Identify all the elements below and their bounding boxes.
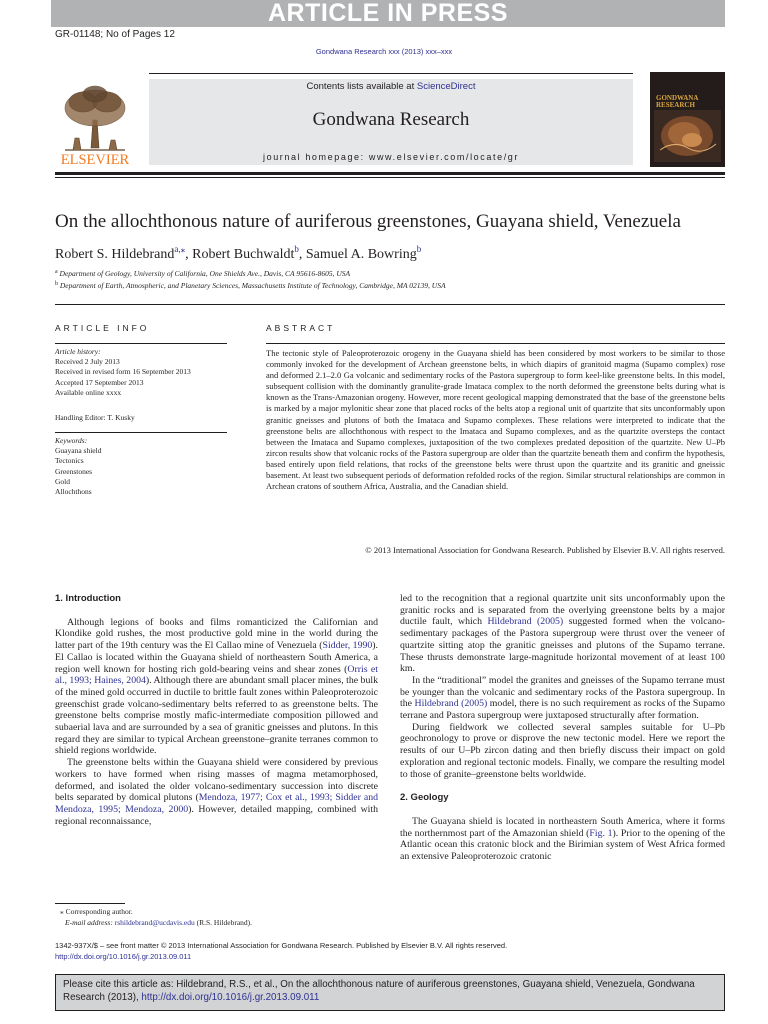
keyword: Allochthons — [55, 487, 92, 497]
history-label: Article history: — [55, 347, 101, 356]
text: ). However, detailed mapping, combined with regional reconnaissance, — [55, 803, 378, 827]
history-accepted: Accepted 17 September 2013 — [55, 377, 144, 387]
history-revised: Received in revised form 16 September 2013 — [55, 367, 191, 377]
figure-link[interactable]: Fig. 1 — [589, 827, 613, 839]
handling-editor: Handling Editor: T. Kusky — [55, 413, 135, 422]
citation-box — [55, 974, 725, 1011]
abstract-copyright: © 2013 International Association for Gondwana Research. Published by Elsevier B.V. All rights reserved. — [365, 545, 725, 555]
paragraph — [55, 757, 378, 827]
doi-link[interactable]: http://dx.doi.org/10.1016/j.gr.2013.09.011 — [55, 952, 192, 961]
article-in-press-banner — [51, 0, 725, 27]
abstract-text: The tectonic style of Paleoproterozoic orogeny in the Guayana shield has been considered by most workers to be similar to those commonly invoked for the development of Archean greenstone belts, in which diapirs of granitoid magma (Supamo complex) rose and deformed 2.1–2.0 Ga volcanic and sedimentary rocks of the Pastora supergroup to form keel-like greenstone belts. In this model, subsequent collision with the dominantly granulite-grade Imataca complex to the north deformed the greenstone belts during what is known as the Trans-Amazonian orogeny. However, more recent geological mapping demonstrated that the base of the greenstone belts is marked by a major mylonitic shear zone that placed rocks of the belts atop a regional unit of quartzite that sits unconformably upon granitic gneisses and plutons of both the Imataca and Supamo complexes. These relations were interpreted to indicate that the greenstone belts are allochthonous with respect to the Imataca and Supamo complexes, and as the quartzite oversteps the contact between the Imataca and Supamo complexes, juxtaposition of the two complexes predated deposition of the quartzite. New U–Pb zircon results show that volcanic rocks of the Pastora supergroup are older than the quartzite beneath them and confirm the hypothesis, based entirely upon field relations, that rocks of the greenstone belts were thrust upon the quartzite and its granitic and gneissic basement. At least two subsequent periods of deformation refolded rocks of the region. Similar structural relationships are common in Archean cratons of southern Africa, Australia, and the Canadian shield. — [266, 348, 725, 492]
text: ). Although there are abundant small placer mines, the bulk of the mined gold occurred in ductile to brittle fault zones within Paleoproterozoic greenschist grade volcano-sedimentary belts referred to as greenstone belts. The greenstone belts comprise mostly mafic-intermediate composition pillowed and subaerial lava and are surrounded by a sea of granitic gneisses and plutons. In this regard they are similar to typical Archean greenstone–granite terranes common to shield regions worldwide. — [55, 675, 378, 757]
author-list — [55, 244, 421, 263]
text: led to the recognition that a regional quartzite unit sits unconformably upon the granitic rocks and is separated from the overlying greenstone belts by a major ductile fault, which — [400, 593, 725, 628]
keywords-label: Keywords: — [55, 436, 88, 445]
text: ). Prior to the opening of the Atlantic ocean this cratonic block and the Birimian system of West Africa formed an extensive Paleoproterozoic cratonic — [400, 827, 725, 863]
elsevier-logo[interactable] — [55, 80, 135, 166]
keyword: Greenstones — [55, 466, 93, 476]
keyword: Tectonics — [55, 456, 84, 466]
keywords-rule — [55, 432, 227, 433]
contents-line — [149, 81, 633, 92]
keywords-block — [55, 436, 101, 497]
article-info-rule — [55, 343, 227, 344]
issn-front-matter: 1342-937X/$ – see front matter © 2013 International Association for Gondwana Research. Published by Elsevier B.V. All rights reserved. — [55, 941, 508, 950]
paragraph — [400, 816, 725, 863]
section-heading-geology: 2. Geology — [400, 792, 449, 804]
paragraph — [400, 675, 725, 722]
text: The greenstone belts within the Guayana shield were considered by previous workers to have formed when rising masses of magma metamorphosed, deformed, and isolated the older volcano-sedimentary succession into discrete belts separated by domical plutons ( — [55, 757, 378, 804]
section-heading-introduction: 1. Introduction — [55, 593, 121, 604]
front-divider — [55, 304, 725, 305]
body-left-column — [55, 593, 378, 827]
header-thick-rule — [55, 172, 725, 175]
body-right-column — [400, 593, 725, 863]
author-affiliation-mark[interactable]: a,⁎ — [174, 244, 186, 254]
article-info-heading: ARTICLE INFO — [55, 323, 150, 333]
manuscript-id: GR-01148; No of Pages 12 — [55, 29, 175, 40]
elsevier-wordmark: ELSEVIER — [60, 152, 130, 166]
author-separator: , — [298, 247, 306, 262]
paragraph — [400, 593, 725, 675]
affiliation-text: Department of Geology, University of California, One Shields Ave., Davis, CA 95616-8605, USA — [59, 269, 351, 278]
cover-title-line-1: GONDWANA — [656, 94, 699, 102]
text: The Guayana shield is located in northeastern South America, where it forms the northernmost part of the Amazonian shield ( — [400, 815, 725, 839]
journal-cover-image[interactable] — [650, 72, 725, 167]
citation-doi-link[interactable]: http://dx.doi.org/10.1016/j.gr.2013.09.011 — [141, 992, 320, 1003]
citation-link[interactable]: Mendoza, 1977; Cox et al., 1993; Sidder and Mendoza, 1995; Mendoza, 2000 — [55, 792, 378, 815]
paragraph — [55, 617, 378, 757]
cover-title — [656, 95, 698, 109]
affiliation-text: Department of Earth, Atmospheric, and Planetary Sciences, Massachusetts Institute of Technology, Cambridge, MA 02139, USA — [59, 281, 446, 290]
citation-link[interactable]: Hildebrand (2005) — [414, 698, 488, 710]
affiliation-mark: a — [55, 269, 58, 275]
history-received: Received 2 July 2013 — [55, 357, 120, 367]
article-history — [55, 347, 191, 398]
corresponding-author-note: ⁎ Corresponding author. — [60, 907, 133, 916]
affiliation-a — [55, 269, 350, 278]
author-separator: , — [185, 247, 193, 262]
affiliation-b — [55, 281, 446, 290]
cover-title-line-2: RESEARCH — [656, 101, 695, 109]
email-owner: (R.S. Hildebrand). — [194, 918, 253, 927]
history-online: Available online xxxx — [55, 387, 122, 397]
author-name[interactable]: Robert Buchwaldt — [192, 247, 295, 262]
footnote-rule — [55, 903, 125, 904]
abstract-rule — [266, 343, 725, 344]
citation-link[interactable]: Orris et al., 1993; Haines, 2004 — [55, 663, 378, 687]
text: model, there is no such requirement as rocks of the Supamo terrane and Pastora supergroup were juxtaposed structurally after formation. — [400, 698, 726, 722]
contents-prefix: Contents lists available at — [306, 81, 417, 92]
footnote-text: Corresponding author. — [65, 907, 133, 916]
keyword: Guayana shield — [55, 446, 102, 456]
article-in-press-label: ARTICLE IN PRESS — [268, 0, 508, 27]
cover-artwork — [654, 110, 721, 162]
text: Although legions of books and films romanticized the Californian and Klondike gold rushes, the most productive gold mine in the world during the latter part of the 19th century was the El Callao mine of Venezuela ( — [55, 616, 378, 652]
abstract-heading: ABSTRACT — [266, 323, 336, 333]
journal-reference-link[interactable]: Gondwana Research xxx (2013) xxx–xxx — [315, 47, 453, 56]
email-link[interactable]: rshildebrand@ucdavis.edu — [114, 918, 195, 927]
citation-text: Please cite this article as: Hildebrand, R.S., et al., On the allochthonous nature of auriferous greenstones, Guayana shield, Venezuela, Gondwana Research (2013), — [63, 979, 695, 1003]
author-affiliation-mark[interactable]: b — [416, 244, 422, 254]
paragraph: During fieldwork we collected several samples suitable for U–Pb geochronology to prove or disprove the new tectonic model. Here we report the results of our U–Pb zircon dating and then briefly discuss their impact on gold exploration and regional tectonic models. Finally, we compare the resulting model to those of granite–greenstone belts worldwide. — [400, 721, 725, 780]
text: ). El Callao is located within the Guayana shield of northeastern South America, a region well known for hosting rich gold-bearing veins and shear zones ( — [55, 640, 378, 675]
keyword: Gold — [55, 476, 70, 486]
text: In the “traditional” model the granites and gneisses of the Supamo terrane must be younger than the volcanic and sedimentary rocks of the Pastora supergroup. In the — [400, 674, 725, 710]
citation-link[interactable]: Sidder, 1990 — [322, 640, 373, 652]
author-name[interactable]: Samuel A. Bowring — [305, 247, 417, 262]
header-top-rule — [149, 73, 633, 74]
sciencedirect-link[interactable]: ScienceDirect — [416, 81, 476, 92]
citation-link[interactable]: Hildebrand (2005) — [487, 616, 564, 628]
article-title: On the allochthonous nature of auriferous greenstones, Guayana shield, Venezuela — [55, 211, 681, 232]
email-note — [65, 918, 252, 927]
author-name[interactable]: Robert S. Hildebrand — [55, 247, 175, 262]
journal-header — [149, 79, 633, 165]
journal-name: Gondwana Research — [312, 109, 470, 130]
author-affiliation-mark[interactable]: b — [294, 244, 299, 254]
journal-homepage[interactable]: journal homepage: www.elsevier.com/locate/gr — [263, 152, 519, 162]
header-thin-rule — [55, 177, 725, 178]
text: suggested formed when the volcano-sedimentary packages of the Pastora supergroup were thrust over the veneer of quartzite sitting atop the granitic gneisses and plutons of the Supamo terrane. These thrusts demonstrate large-magnitude horizontal movement of at least 100 km. — [400, 616, 726, 675]
email-label: E-mail address: — [65, 918, 115, 927]
affiliation-mark: b — [55, 281, 58, 287]
